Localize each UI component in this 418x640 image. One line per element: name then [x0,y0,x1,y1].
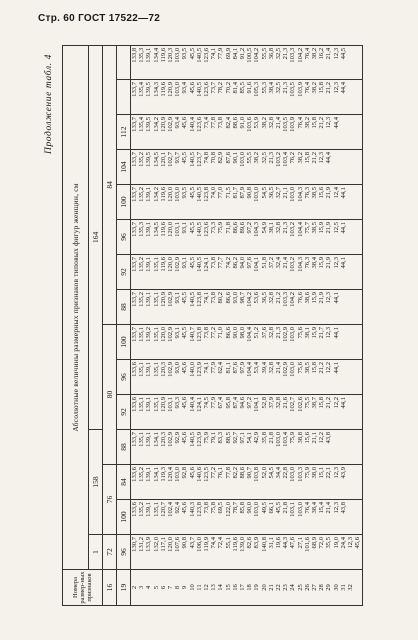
row-numbers: 2 3 4 5 6 7 8 9 10 11 12 13 14 15 16 17 18 19 20 21 22 23 24 25 26 27 28 29 30 31 32 [131,570,363,606]
data-column: 133,6 135,1 139,1 135,1 120,9 103,1 93,3 45,6 140,4 124,1 74,5 77,9 67,4 95,8 87,4 94,6 97,2 104,1 52,8 37,9 32,8 21,6 102,7 102,6 75,5 38,7 15,8 21,2 12,2 44,1 [131,395,363,430]
col-header: 96 [117,220,131,255]
col-header [117,80,131,115]
col-header: 100 [117,185,131,220]
data-column: 133,7 135,1 139,2 135,1 120,0 102,9 93,1 45,5 140,7 123,8 73,8 77,2 71,0 86,6 90,0 98,0 104,4 51,2 37,6 32,8 21,3 102,9 103,0 75,6 38,1 15,9 21,7 12,3 44,1 [131,325,363,360]
page-header: Стр. 60 ГОСТ 17522—72 [38,13,161,24]
data-column: 130,7 131,2 133,9 132,0 117,1 120,0 107,6 90,8 43,7 106,0 119,9 74,4 72,4 55,1 119,6 139,0 82,6 83,9 140,8 31,1 19,6 44,3 47,6 27,1 101,6 68,9 72,0 35,5 19,0 24,4 12,3 45,6 [131,535,363,570]
col-group-label: 80 [103,325,117,465]
data-column: 133,7 135,4 139,5 134,2 120,9 102,9 93,4 45,6 140,4 123,6 73,4 77,8 73,8 82,4 88,6 91,0 103,6 53,9 38,2 32,8 21,4 103,5 103,9 76,4 38,2 15,8 21,2 12,3 44,4 [131,115,363,150]
continuation-caption: Продолжение табл. 4 [44,54,54,154]
col-header: 88 [117,430,131,465]
col-group-label: 72 [103,535,117,570]
data-column: 133,7 135,2 139,1 134,2 119,6 120,0 103,0 93,5 45,5 140,5 123,8 74,0 77,0 71,5 81,7 87,9 90,8 103,0 54,5 36,5 32,7 21,1 103,0 104,3 76,3 38,5 15,6 21,9 12,4 44,1 [131,185,363,220]
col-header: 92 [117,255,131,290]
col-header: 100 [117,500,131,535]
rotated-table-block [38,46,393,606]
col-header: 96 [117,360,131,395]
col-header: 92 [117,395,131,430]
data-column: 133,7 135,4 139,5 134,3 119,6 120,9 103,0 93,4 45,6 140,5 123,6 73,7 78,2 70,2 81,4 85,5 91,6 105,3 55,3 38,4 32,5 21,3 103,5 103,9 76,4 38,2 15,8 21,2 12,3 44,4 [131,80,363,115]
col-group-label: 76 [103,465,117,535]
data-column: 133,7 135,3 139,1 134,5 119,6 120,0 103,1 93,1 45,5 140,5 123,6 73,3 75,9 71,8 86,6 89,6 97,2 104,3 54,9 38,1 32,8 21,3 103,2 104,4 75,7 38,5 15,9 21,9 12,5 44,1 [131,220,363,255]
col-group-label: 16 [103,570,117,606]
col-group-label: 164 [89,45,103,429]
col-group-label: 1 [89,535,103,570]
col-header [117,45,131,79]
col-header: 112 [117,115,131,150]
stub-header: Номера размер-ных признаков [63,570,103,606]
data-column: 133,6 135,2 139,1 134,1 119,3 120,4 103,0 92,8 45,6 140,6 123,5 77,2 76,1 77,8 82,2 88,6 90,7 103,8 52,0 54,5 34,4 22,8 103,0 103,3 75,9 38,0 15,1 22,1 12,3 43,9 [131,465,363,500]
data-column: 133,7 135,2 139,5 134,5 120,1 102,7 93,7 45,5 140,5 123,7 74,8 70,8 82,9 87,6 90,1 103,0 55,5 38,2 32,5 21,3 103,2 103,4 76,2 38,2 15,8 21,2 12,3 44,4 [131,150,363,185]
sizes-table [62,45,363,606]
data-column: 133,7 135,2 139,1 135,1 120,9 102,9 93,1 45,5 140,5 123,8 74,1 73,8 80,2 86,6 93,0 98,7 104,2 53,6 36,5 32,8 21,2 103,3 104,2 76,6 38,6 15,9 21,9 12,3 44,1 [131,290,363,325]
col-header: 100 [117,325,131,360]
data-column: 133,6 135,1 139,1 135,1 120,3 102,9 93,0 45,6 140,0 123,9 74,1 77,9 62,4 81,1 87,6 97,9 104,4 53,4 39,4 32,8 21,4 102,9 103,0 75,6 38,5 15,8 21,2 12,2 44,1 [131,360,363,395]
data-column: 133,7 135,2 139,1 135,1 119,6 120,0 102,9 93,1 45,5 140,5 124,1 73,8 77,7 74,2 86,2 94,0 97,6 104,1 51,8 37,2 32,4 21,4 103,2 104,3 76,3 38,4 15,9 21,9 12,3 44,1 [131,255,363,290]
col-group-label: 84 [103,45,117,324]
data-column: 133,6 135,2 139,1 135,1 120,7 102,4 92,4 45,6 140,3 123,8 73,8 75,8 69,5 122,0 78,7 85,8 90,0 103,0 49,5 66,1 45,5 21,8 103,1 103,0 76,4 38,4 15,4 21,4 12,3 43,8 [131,500,363,535]
data-column: 133,8 135,3 139,1 134,4 119,6 120,3 103,0 93,5 45,5 140,5 123,6 74,1 77,9 69,9 84,1 91,2 100,5 104,2 55,5 36,8 32,5 21,3 103,3 104,2 76,4 38,2 16,2 21,4 12,3 44,5 [131,45,363,79]
table-title: Абсолютные величины размерных признаков типовых фигур женщин, см [63,45,89,569]
col-header: 104 [117,150,131,185]
col-group-label: 158 [89,430,103,535]
col-header: 84 [117,465,131,500]
col-header: 19 [117,570,131,606]
data-column: 133,7 135,1 139,1 134,1 120,3 102,9 92,9 45,6 140,5 123,9 75,9 79,1 83,3 88,5 92,7 97,1 54,1 42,9 35,8 21,8 103,0 103,4 75,9 38,8 15,6 21,1 12,2 43,8 [131,430,363,465]
col-header: 96 [117,535,131,570]
col-header: 88 [117,290,131,325]
